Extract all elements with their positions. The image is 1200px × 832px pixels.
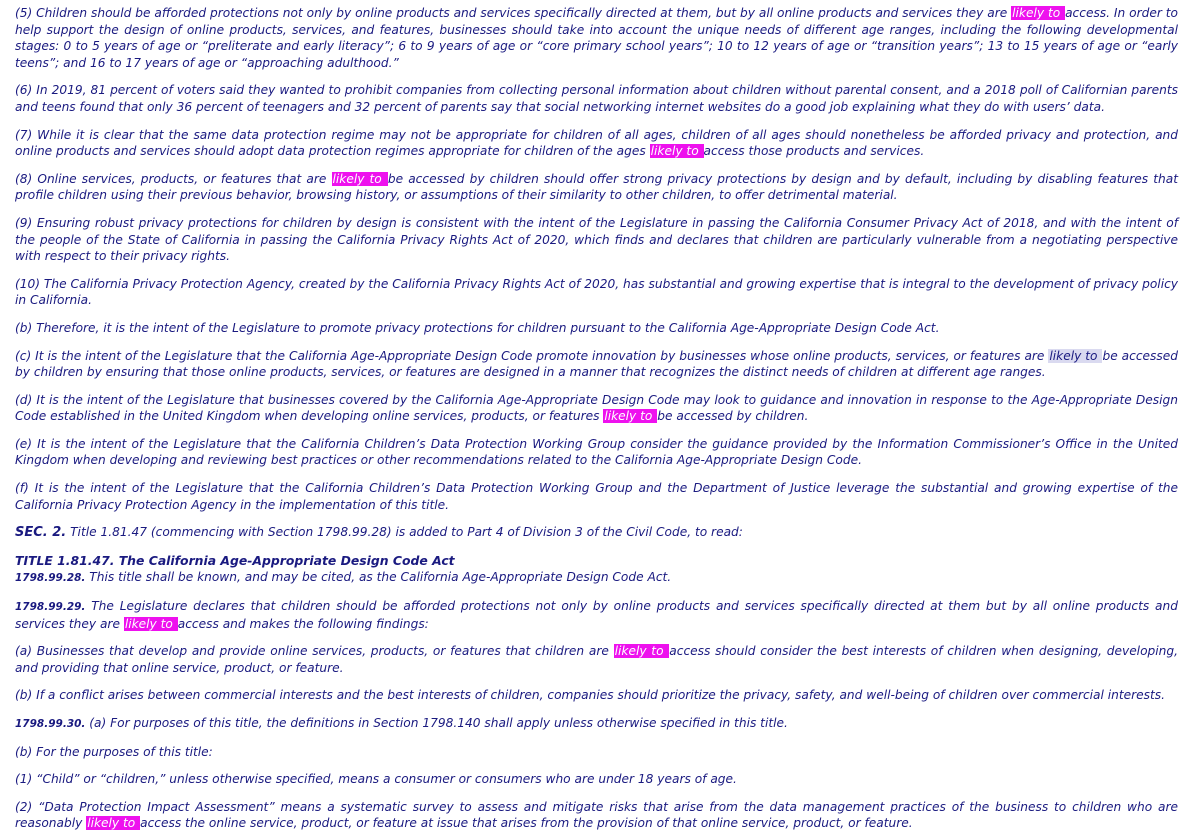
text-run: TITLE 1.81.47. The California Age-Appropriate Design Code Act [15, 552, 455, 568]
text-run: (b) Therefore, it is the intent of the Legislature to promote privacy protections for children pursuant to the California Age-Appropriate Design Code Act. [15, 320, 940, 335]
highlight-likely-to: likely to [604, 409, 657, 424]
paragraph-s29b [15, 687, 1178, 704]
highlight-likely-to: likely to [650, 144, 703, 159]
text-run: Title 1.81.47 (commencing with Section 1798.99.28) is added to Part 4 of Division 3 of the Civil Code, to read: [66, 525, 743, 540]
highlight-likely-to: likely to [1012, 6, 1065, 20]
paragraph-s28 [15, 569, 1178, 587]
text-run: (1) “Child” or “children,” unless otherwise specified, means a consumer or consumers who are under 18 years of age. [15, 772, 737, 787]
text-run: access and makes the following findings: [177, 616, 429, 631]
text-run: (d) It is the intent of the Legislature that businesses covered by the California Age-Appropriate Design Code may look to guidance and innovation in response to the Age-Appropriate Design Code established in the United Kingdom when developing online services, products, or features [15, 392, 1178, 424]
paragraph-s29a [15, 643, 1178, 676]
text-run: (e) It is the intent of the Legislature that the California Children’s Data Protection Working Group consider the guidance provided by the Information Commissioner’s Office in the United Kingdom when developing and reviewing best practices or other recommendations related to the California Age-Appropriate Design Code. [15, 436, 1178, 468]
text-run: (10) The California Privacy Protection Agency, created by the California Privacy Rights Act of 2020, has substantial and growing expertise that is integral to the development of privacy policy in California. [15, 276, 1178, 308]
paragraph-p8 [15, 171, 1178, 204]
text-run: be accessed by children. [657, 409, 809, 424]
text-run: This title shall be known, and may be cited, as the California Age-Appropriate Design Code Act. [85, 570, 672, 585]
paragraph-pe [15, 436, 1178, 469]
paragraph-s29 [15, 598, 1178, 632]
highlight-likely-to: likely to [332, 171, 387, 186]
text-run: (a) Businesses that develop and provide online services, products, or features that children are [15, 644, 614, 659]
text-run: (b) For the purposes of this title: [15, 744, 213, 759]
text-run: (6) In 2019, 81 percent of voters said they wanted to prohibit companies from collecting personal information about children without parental consent, and a 2018 poll of Californian parents and teens found that only 36 percent of teenagers and 32 percent of parents say that social networking internet websites do a good job explaining what they do with users’ data. [15, 83, 1178, 114]
section-label: SEC. 2. [15, 525, 67, 541]
text-run: access the online service, product, or feature at issue that arises from the provision of that online service, product, or feature. [140, 816, 913, 831]
highlight-likely-to: likely to [124, 616, 177, 631]
title-heading [15, 553, 1178, 570]
section-number: 1798.99.30. [15, 718, 86, 730]
text-run: access. In order to help support the design of online products, services, and features, businesses should take into account the unique needs of different age ranges, including the following developmental stages: 0 to 5 years of age or “preliterate and early literacy”; 6 to 9 years of age or “core primary school years”; 10 to 12 years of age or “transition years”; 13 to 15 years of age or “early teens”; and 16 to 17 years of age or “approaching adulthood.” [15, 6, 1178, 70]
text-run: (7) While it is clear that the same data protection regime may not be appropriate for children of all ages, children of all ages should nonetheless be afforded privacy and protection, and online products and services should adopt data protection regimes appropriate for children of the ages [15, 127, 1178, 159]
highlight-likely-to: likely to [614, 644, 669, 659]
paragraph-s30b1 [15, 771, 1178, 788]
paragraph-pd [15, 392, 1178, 425]
paragraph-s30b [15, 744, 1178, 761]
text-run: (9) Ensuring robust privacy protections for children by design is consistent with the intent of the Legislature in passing the California Consumer Privacy Act of 2018, and with the intent of the people of the State of California in passing the California Privacy Rights Act of 2020, which finds and declares that children are particularly vulnerable from a negotiating perspective with respect to their privacy rights. [15, 215, 1178, 264]
text-run: be accessed by children should offer strong privacy protections by design and by default, including by disabling features that profile children using their previous behavior, browsing history, or assumptions of their similarity to other children, to offer detrimental material. [15, 171, 1178, 203]
paragraph-s30b2 [15, 799, 1178, 832]
paragraph-pb [15, 320, 1178, 337]
text-run: The Legislature declares that children should be afforded protections not only by online products and services specifically directed at them but by all online products and services they are [15, 599, 1178, 631]
text-run: (2) “Data Protection Impact Assessment” means a systematic survey to assess and mitigate risks that arise from the data management practices of the business to children who are reasonably [15, 799, 1178, 831]
paragraph-pc [15, 348, 1178, 381]
paragraph-s30 [15, 715, 1178, 733]
text-run: (5) Children should be afforded protections not only by online products and services specifically directed at them, but by all online products and services they are [15, 6, 1012, 20]
paragraph-pf [15, 480, 1178, 513]
paragraph-p10 [15, 276, 1178, 309]
text-run: access should consider the best interests of children when designing, developing, and providing that online service, product, or feature. [15, 644, 1178, 675]
text-run: (c) It is the intent of the Legislature that the California Age-Appropriate Design Code promote innovation by businesses whose online products, services, or features are [15, 348, 1049, 363]
highlight-likely-to: likely to [87, 816, 140, 831]
text-run: (f) It is the intent of the Legislature that the California Children’s Data Protection Working Group and the Department of Justice leverage the substantial and growing expertise of the California Privacy Protection Agency in the implementation of this title. [15, 481, 1178, 512]
paragraph-p9 [15, 215, 1178, 265]
text-run: be accessed by children by ensuring that those online products, services, or features are designed in a manner that recognizes the distinct needs of children at different age ranges. [15, 348, 1178, 380]
text-run: (a) For purposes of this title, the definitions in Section 1798.140 shall apply unless otherwise specified in this title. [85, 716, 788, 730]
section-number: 1798.99.28. [15, 572, 86, 585]
paragraph-p5 [15, 5, 1178, 71]
paragraph-p6 [15, 82, 1178, 115]
paragraph-sec2 [15, 524, 1178, 542]
text-run: access those products and services. [703, 144, 925, 159]
text-run: (8) Online services, products, or features that are [15, 171, 332, 186]
section-number: 1798.99.29. [15, 601, 86, 614]
highlight-likely-to-soft: likely to [1049, 348, 1102, 363]
text-run: (b) If a conflict arises between commercial interests and the best interests of children, companies should prioritize the privacy, safety, and well-being of children over commercial interests. [15, 688, 1166, 703]
paragraph-p7 [15, 127, 1178, 160]
